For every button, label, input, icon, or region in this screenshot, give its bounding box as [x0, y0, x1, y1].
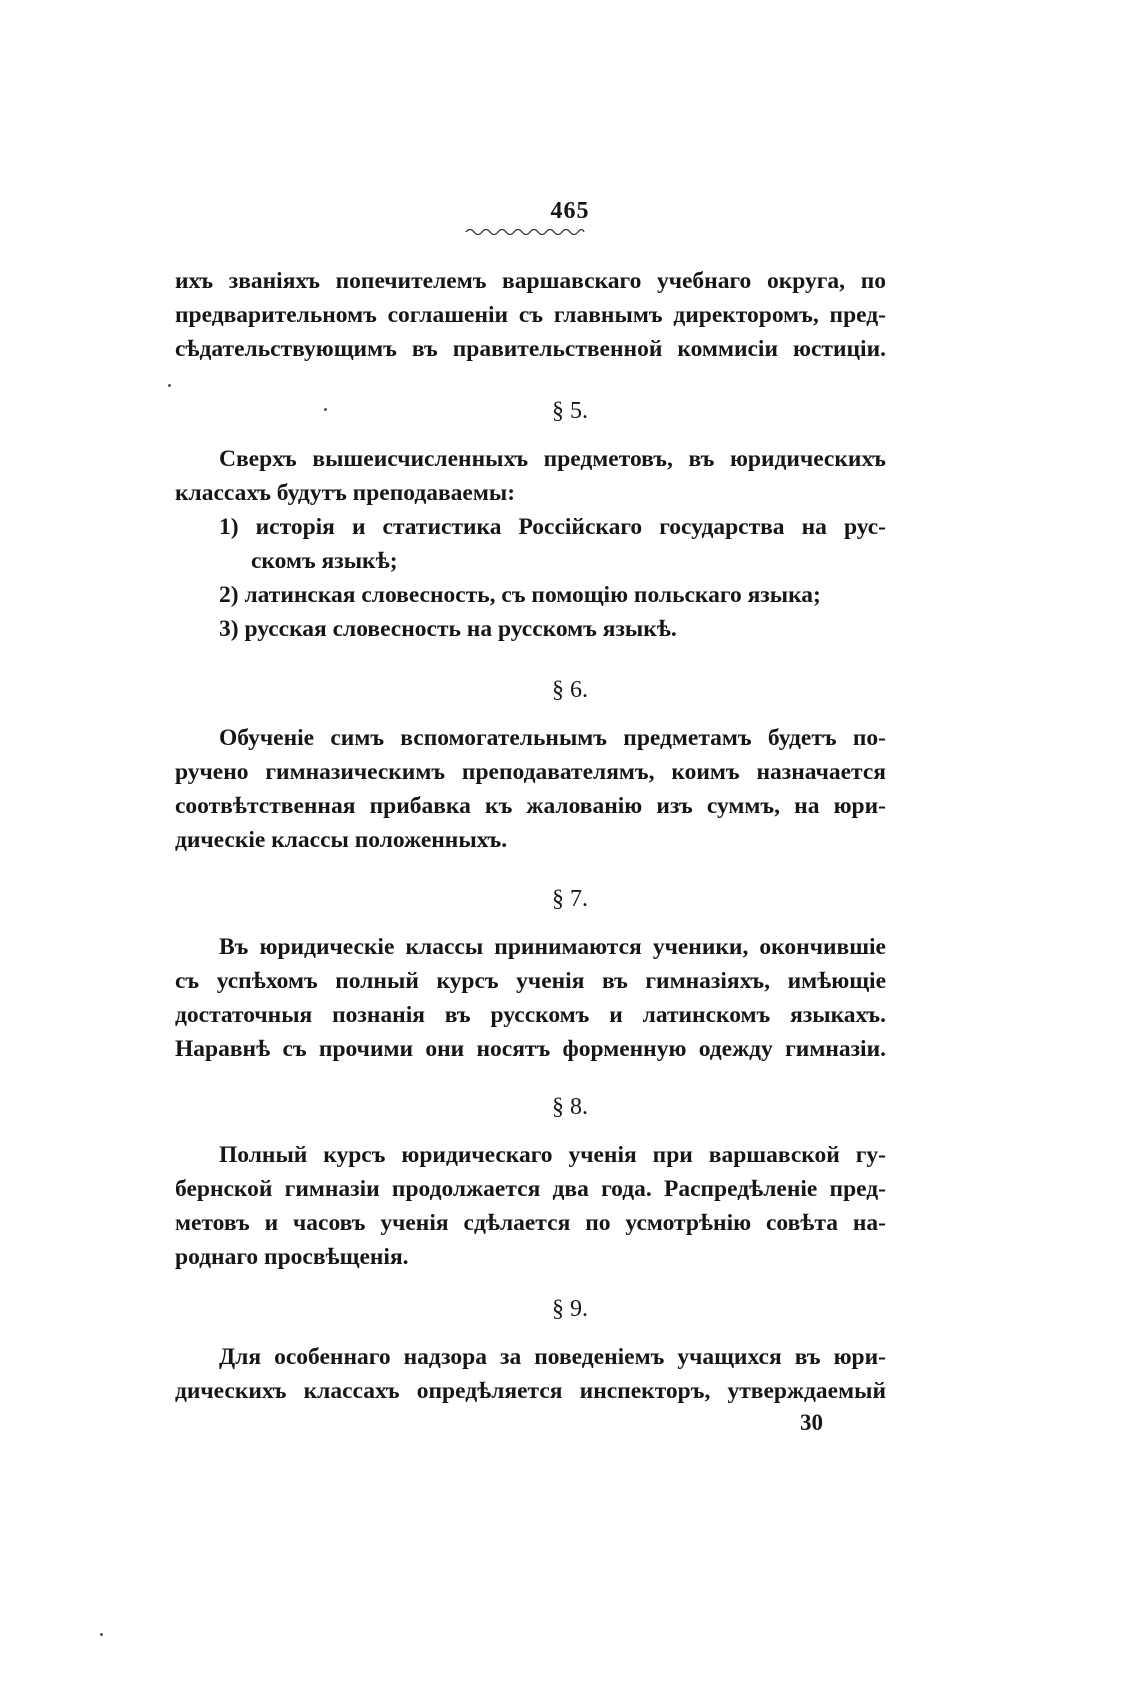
text-line: Сверхъ вышеисчисленныхъ предметовъ, въ юридическихъ	[219, 446, 886, 472]
scan-speck	[324, 408, 327, 411]
text-line: съ успѣхомъ полный курсъ ученія въ гимназіяхъ, имѣющіе	[175, 968, 886, 994]
list-item: 2) латинская словесность, съ помощію польскаго языка;	[219, 582, 821, 608]
list-item: 1) исторія и статистика Россійскаго государства на рус-	[219, 514, 886, 540]
text-line: дическіе классы положенныхъ.	[175, 827, 508, 853]
continuation-paragraph	[175, 264, 886, 366]
text-line: Наравнѣ съ прочими они носятъ форменную одежду гимназіи.	[175, 1036, 886, 1062]
text-line: достаточныя познанія въ русскомъ и латинскомъ языкахъ.	[175, 1002, 886, 1028]
section-7-heading: § 7.	[552, 886, 588, 912]
text-line: Въ юридическіе классы принимаются ученики, окончившіе	[219, 934, 886, 960]
text-line: классахъ будутъ преподаваемы:	[175, 480, 516, 506]
text-line: метовъ и часовъ ученія сдѣлается по усмотрѣнію совѣта на-	[175, 1210, 886, 1236]
text-line: Обученіе симъ вспомогательнымъ предметамъ будетъ по-	[219, 725, 886, 751]
text-line: Для особеннаго надзора за поведеніемъ учащихся въ юри-	[219, 1344, 886, 1370]
section-9-heading: § 9.	[552, 1296, 588, 1322]
section-8-body	[175, 1138, 886, 1274]
section-6-body	[175, 721, 886, 857]
text-line: Полный курсъ юридическаго ученія при варшавской гу-	[219, 1142, 886, 1168]
text-line: ручено гимназическимъ преподавателямъ, коимъ назначается	[175, 759, 886, 785]
signature-mark: 30	[800, 1410, 823, 1435]
scan-speck	[168, 384, 171, 387]
text-line: предварительномъ соглашеніи съ главнымъ директоромъ, пред-	[175, 302, 886, 328]
section-5-heading: § 5.	[552, 398, 588, 424]
text-line: роднаго просвѣщенія.	[175, 1244, 409, 1270]
list-item: 3) русская словесность на русскомъ языкѣ.	[219, 616, 677, 642]
text-line: сѣдательствующимъ въ правительственной коммисіи юстиціи.	[175, 336, 886, 362]
section-6-heading: § 6.	[552, 677, 588, 703]
section-8-heading: § 8.	[552, 1094, 588, 1120]
text-line: соотвѣтственная прибавка къ жалованію изъ суммъ, на юри-	[175, 793, 886, 819]
text-line: ихъ званіяхъ попечителемъ варшавскаго учебнаго округа, по	[175, 268, 886, 294]
wavy-rule-ornament	[464, 226, 586, 236]
text-line: дическихъ классахъ опредѣляется инспекторъ, утверждаемый	[175, 1378, 886, 1404]
list-item-continuation: скомъ языкѣ;	[251, 548, 398, 574]
section-9-body	[175, 1340, 886, 1408]
section-7-body	[175, 930, 886, 1066]
page-number: 465	[550, 198, 590, 224]
text-line: бернской гимназіи продолжается два года. Распредѣленіе пред-	[175, 1176, 886, 1202]
scan-speck	[100, 1633, 103, 1636]
section-5-body	[175, 442, 886, 646]
